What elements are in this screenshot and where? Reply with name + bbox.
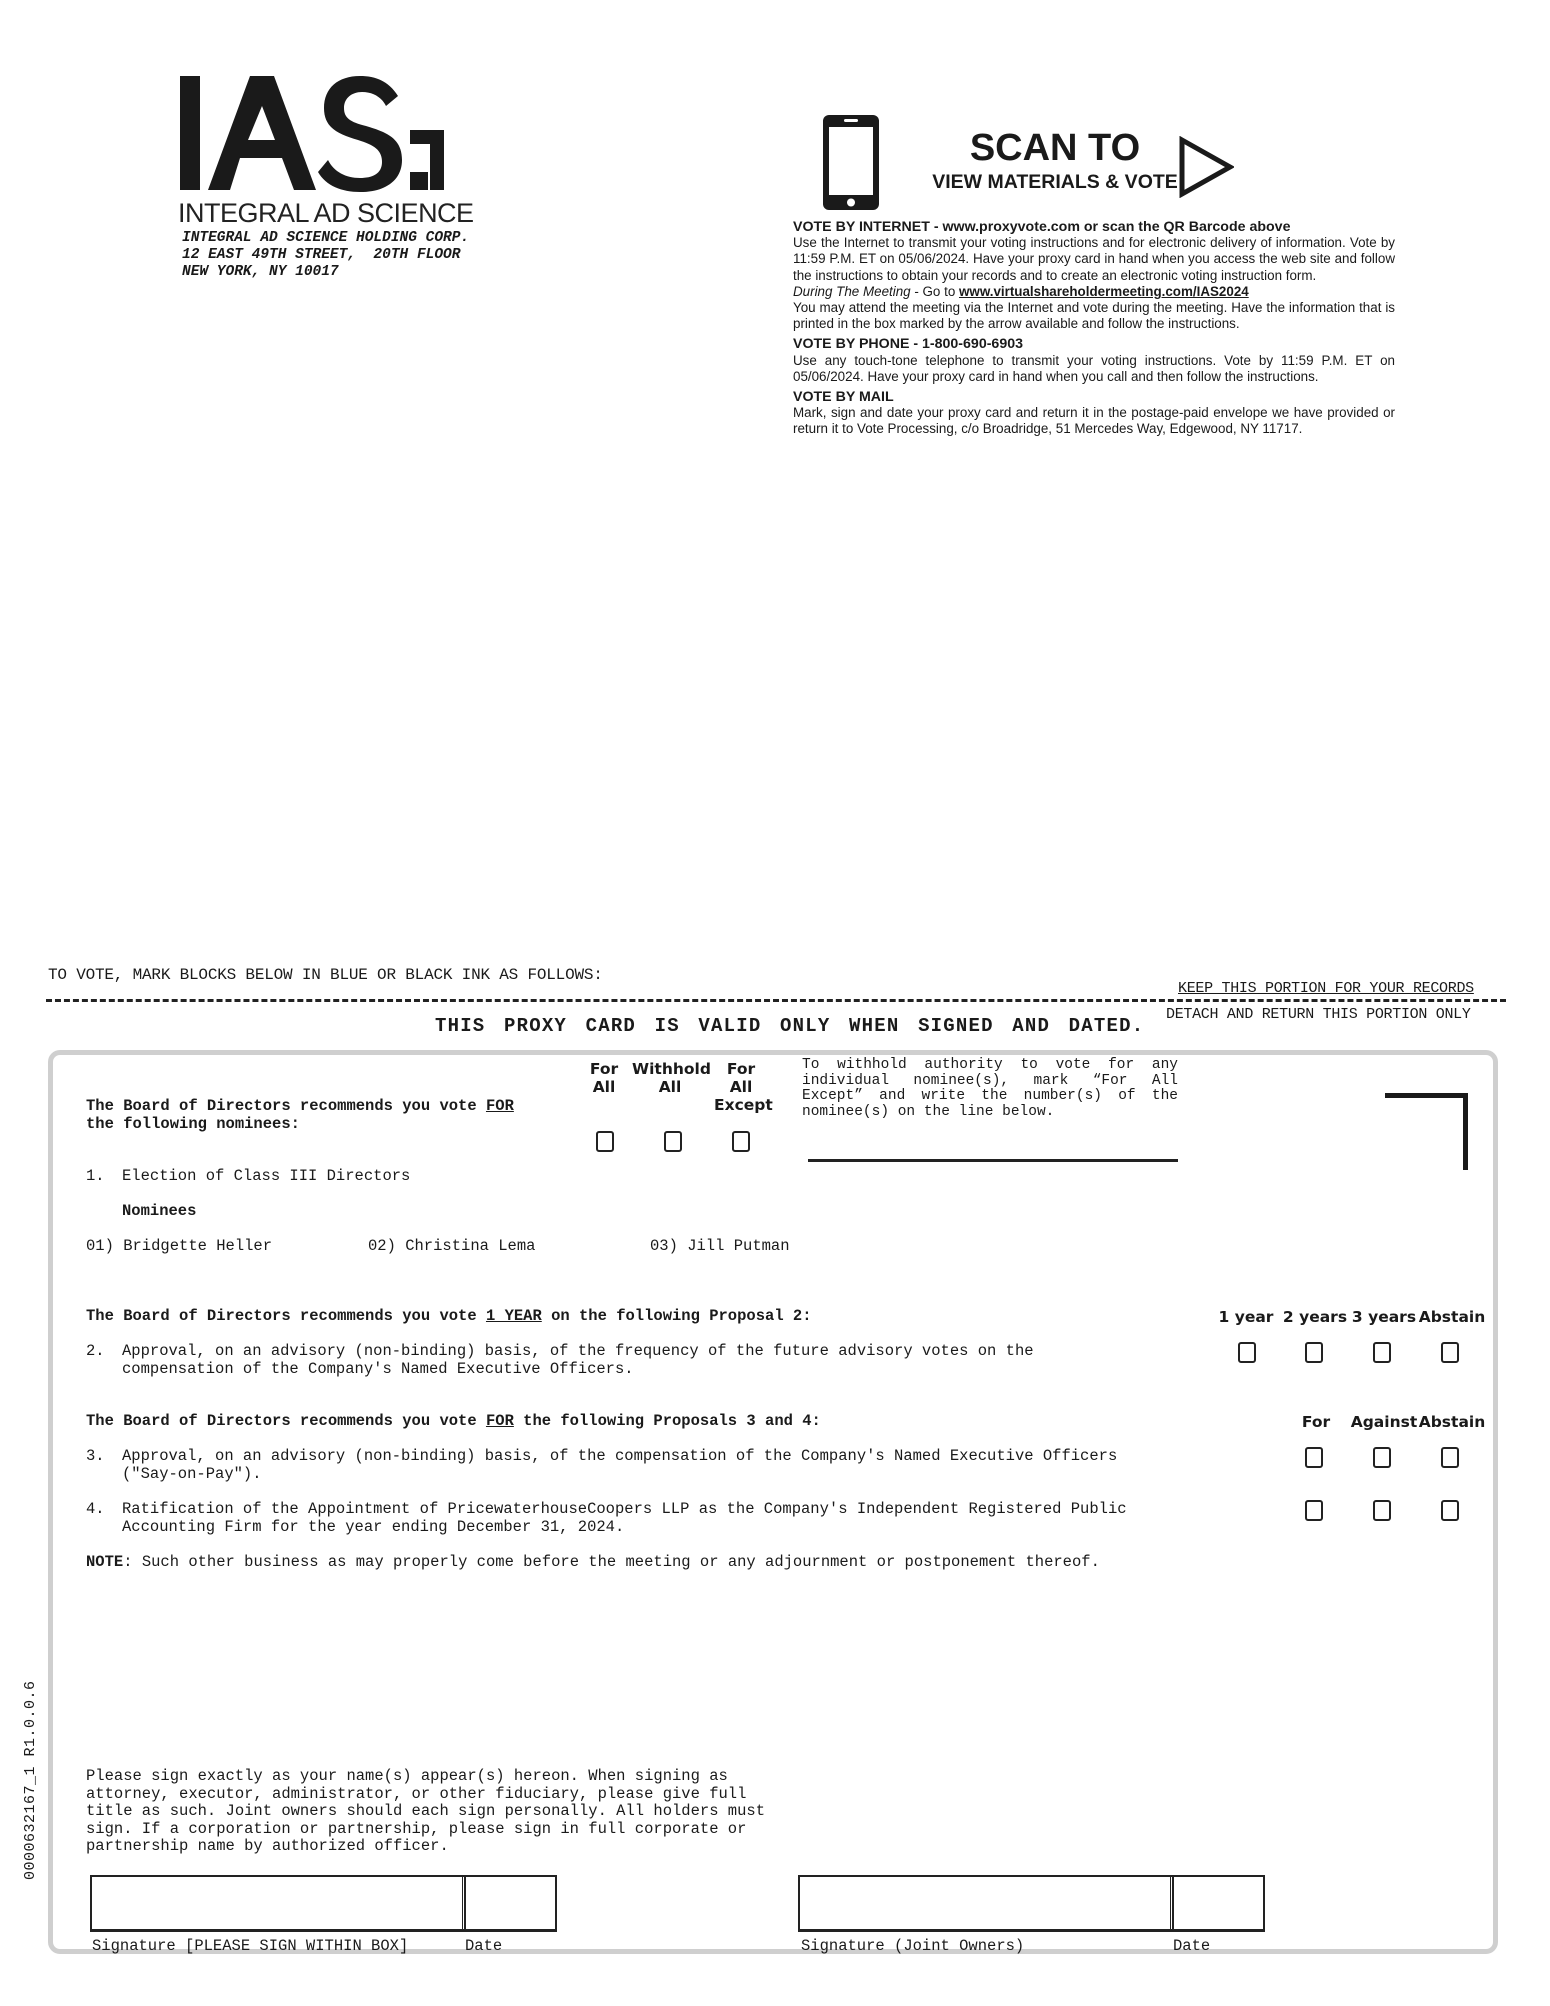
signing-line: title as such. Joint owners should each sign personally. All holders must xyxy=(86,1802,766,1820)
nominee-02: 02) Christina Lema xyxy=(368,1237,536,1255)
col-withhold-all: Withhold All xyxy=(632,1060,711,1096)
p3-line1: Approval, on an advisory (non-binding) basis, of the compensation of the Company's Named Executive Officers xyxy=(122,1447,1118,1465)
withhold-instructions: To withhold authority to vote for any individual nominee(s), mark “For All Except” and write the number(s) of the nominee(s) on the line below. xyxy=(802,1057,1178,1120)
vote-internet-text: Use the Internet to transmit your voting instructions and for electronic delivery of information. Vote by 11:59 P.M. ET on 05/06/2024. Have your proxy card in hand when you access the web site and follow the instructions to obtain your records and to create an electronic voting instruction form. xyxy=(793,235,1395,283)
p2-rec-suffix: on the following Proposal 2: xyxy=(541,1307,812,1325)
nominees-label: Nominees xyxy=(122,1202,197,1220)
control-code: 0000632167_1 R1.0.0.6 xyxy=(22,1680,39,1880)
item-1-text: Election of Class III Directors xyxy=(122,1167,411,1185)
checkbox-p3-abstain[interactable] xyxy=(1441,1447,1459,1468)
p34-rec-value: FOR xyxy=(485,1412,514,1430)
valid-notice: THIS PROXY CARD IS VALID ONLY WHEN SIGNED AND DATED. xyxy=(435,1015,1145,1037)
proposal-3-text xyxy=(122,1448,1117,1483)
proposal-2-text xyxy=(122,1343,1034,1378)
p34-rec-prefix: The Board of Directors recommends you vote xyxy=(86,1412,486,1430)
signing-line: attorney, executor, administrator, or other fiduciary, please give full xyxy=(86,1784,747,1803)
p2-line1: Approval, on an advisory (non-binding) basis, of the frequency of the future advisory votes on the xyxy=(122,1342,1034,1360)
ink-instruction: TO VOTE, MARK BLOCKS BELOW IN BLUE OR BLACK INK AS FOLLOWS: xyxy=(48,966,603,984)
signing-line: sign. If a corporation or partnership, please sign in full corporate or xyxy=(86,1819,747,1838)
col-3-years: 3 years xyxy=(1351,1308,1417,1326)
directors-recommendation xyxy=(86,1098,514,1133)
play-arrow-icon xyxy=(1178,136,1234,198)
date-label: Date xyxy=(465,1937,503,1955)
col-abstain-p34: Abstain xyxy=(1418,1413,1486,1431)
note-text: : Such other business as may properly come before the meeting or any adjournment or postponement thereof. xyxy=(123,1553,1100,1571)
meeting-text: You may attend the meeting via the Internet and vote during the meeting. Have the information that is printed in the box marked by the arrow available and follow the instructions. xyxy=(793,300,1395,332)
checkbox-p4-against[interactable] xyxy=(1373,1500,1391,1521)
logo-tagline: INTEGRAL AD SCIENCE xyxy=(178,198,474,228)
signature-label: Signature [PLEASE SIGN WITHIN BOX] xyxy=(92,1937,409,1955)
company-address-line2: NEW YORK, NY 10017 xyxy=(182,264,339,280)
signing-line: Please sign exactly as your name(s) appear(s) hereon. When signing as xyxy=(86,1767,728,1785)
detach-portion-label: DETACH AND RETURN THIS PORTION ONLY xyxy=(1166,1006,1471,1023)
nominee-01: 01) Bridgette Heller xyxy=(86,1237,273,1255)
company-name: INTEGRAL AD SCIENCE HOLDING CORP. xyxy=(182,230,470,246)
p4-line2: Accounting Firm for the year ending December 31, 2024. xyxy=(122,1517,625,1536)
vote-phone-text: Use any touch-tone telephone to transmit your voting instructions. Vote by 11:59 P.M. ET on 05/06/2024. Have your proxy card in hand when you call and then follow the instructions. xyxy=(793,352,1395,384)
vote-internet-heading: VOTE BY INTERNET - www.proxyvote.com or scan the QR Barcode above xyxy=(793,219,1291,235)
joint-date-label: Date xyxy=(1173,1937,1211,1955)
scan-subtitle: VIEW MATERIALS & VOTE xyxy=(932,171,1178,193)
p2-line2: compensation of the Company's Named Executive Officers. xyxy=(122,1359,634,1378)
vote-mail-heading: VOTE BY MAIL xyxy=(793,389,894,406)
checkbox-for-all-except[interactable] xyxy=(732,1131,750,1152)
proposal-2-number: 2. xyxy=(86,1342,105,1360)
signature-box[interactable] xyxy=(90,1875,466,1932)
p2-rec-value: 1 YEAR xyxy=(485,1307,542,1325)
col-for-all-except: For All Except xyxy=(714,1060,773,1114)
checkbox-p2-1-year[interactable] xyxy=(1238,1342,1256,1363)
joint-signature-box[interactable] xyxy=(798,1875,1174,1932)
p3-line2: ("Say-on-Pay"). xyxy=(122,1464,262,1483)
proposal-2-recommendation xyxy=(86,1308,812,1326)
col-2-years: 2 years xyxy=(1282,1308,1348,1326)
directors-rec-prefix: The Board of Directors recommends you vote xyxy=(86,1097,486,1115)
during-meeting-label: During The Meeting xyxy=(793,283,911,299)
col-for: For xyxy=(1301,1413,1331,1431)
proposals-34-recommendation xyxy=(86,1413,821,1431)
col-against: Against xyxy=(1350,1413,1418,1431)
phone-icon xyxy=(822,114,880,211)
checkbox-p4-for[interactable] xyxy=(1305,1500,1323,1521)
p34-rec-suffix: the following Proposals 3 and 4: xyxy=(513,1412,821,1430)
proposal-4-number: 4. xyxy=(86,1500,105,1518)
except-nominee-line[interactable] xyxy=(808,1159,1178,1162)
note-label: NOTE xyxy=(86,1553,124,1571)
checkbox-p4-abstain[interactable] xyxy=(1441,1500,1459,1521)
date-box[interactable] xyxy=(462,1875,557,1932)
scan-title: SCAN TO xyxy=(969,127,1141,169)
signing-line: partnership name by authorized officer. xyxy=(86,1837,449,1855)
checkbox-p3-for[interactable] xyxy=(1305,1447,1323,1468)
col-for-all: For All xyxy=(589,1060,619,1096)
company-address-line1: 12 EAST 49TH STREET, 20TH FLOOR xyxy=(182,247,461,263)
checkbox-p2-2-years[interactable] xyxy=(1305,1342,1323,1363)
keep-portion-label: KEEP THIS PORTION FOR YOUR RECORDS xyxy=(1178,980,1474,997)
col-1-year: 1 year xyxy=(1218,1308,1274,1326)
company-address xyxy=(182,230,469,281)
vote-mail-text: Mark, sign and date your proxy card and return it in the postage-paid envelope we have provided or return it to Vote Processing, c/o Broadridge, 51 Mercedes Way, Edgewood, NY 11717. xyxy=(793,405,1395,437)
detach-dashed-line xyxy=(46,999,1506,1002)
vote-phone-heading: VOTE BY PHONE - 1-800-690-6903 xyxy=(793,336,1023,353)
ias-logo xyxy=(178,74,448,194)
p4-line1: Ratification of the Appointment of PricewaterhouseCoopers LLP as the Company's Independent Registered Public xyxy=(122,1500,1127,1518)
joint-signature-label: Signature (Joint Owners) xyxy=(801,1937,1025,1955)
joint-date-box[interactable] xyxy=(1170,1875,1265,1932)
meeting-link[interactable]: www.virtualshareholdermeeting.com/IAS2024 xyxy=(958,283,1249,299)
voting-instructions xyxy=(793,218,1395,438)
checkbox-p2-abstain[interactable] xyxy=(1441,1342,1459,1363)
checkbox-p2-3-years[interactable] xyxy=(1373,1342,1391,1363)
proposal-3-number: 3. xyxy=(86,1447,105,1465)
p2-rec-prefix: The Board of Directors recommends you vote xyxy=(86,1307,486,1325)
directors-rec-for: FOR xyxy=(485,1097,514,1115)
item-1-number: 1. xyxy=(86,1167,105,1185)
checkbox-p3-against[interactable] xyxy=(1373,1447,1391,1468)
nominee-03: 03) Jill Putman xyxy=(650,1237,790,1255)
go-to-text: - Go to xyxy=(910,283,959,299)
note-line xyxy=(86,1554,1100,1572)
during-meeting-line xyxy=(793,284,1395,300)
col-abstain-p2: Abstain xyxy=(1418,1308,1486,1326)
signing-instructions xyxy=(86,1768,765,1856)
proposal-4-text xyxy=(122,1501,1127,1536)
checkbox-for-all[interactable] xyxy=(596,1131,614,1152)
address-corner-mark xyxy=(1385,1093,1468,1170)
checkbox-withhold-all[interactable] xyxy=(664,1131,682,1152)
directors-rec-suffix: the following nominees: xyxy=(86,1114,300,1133)
